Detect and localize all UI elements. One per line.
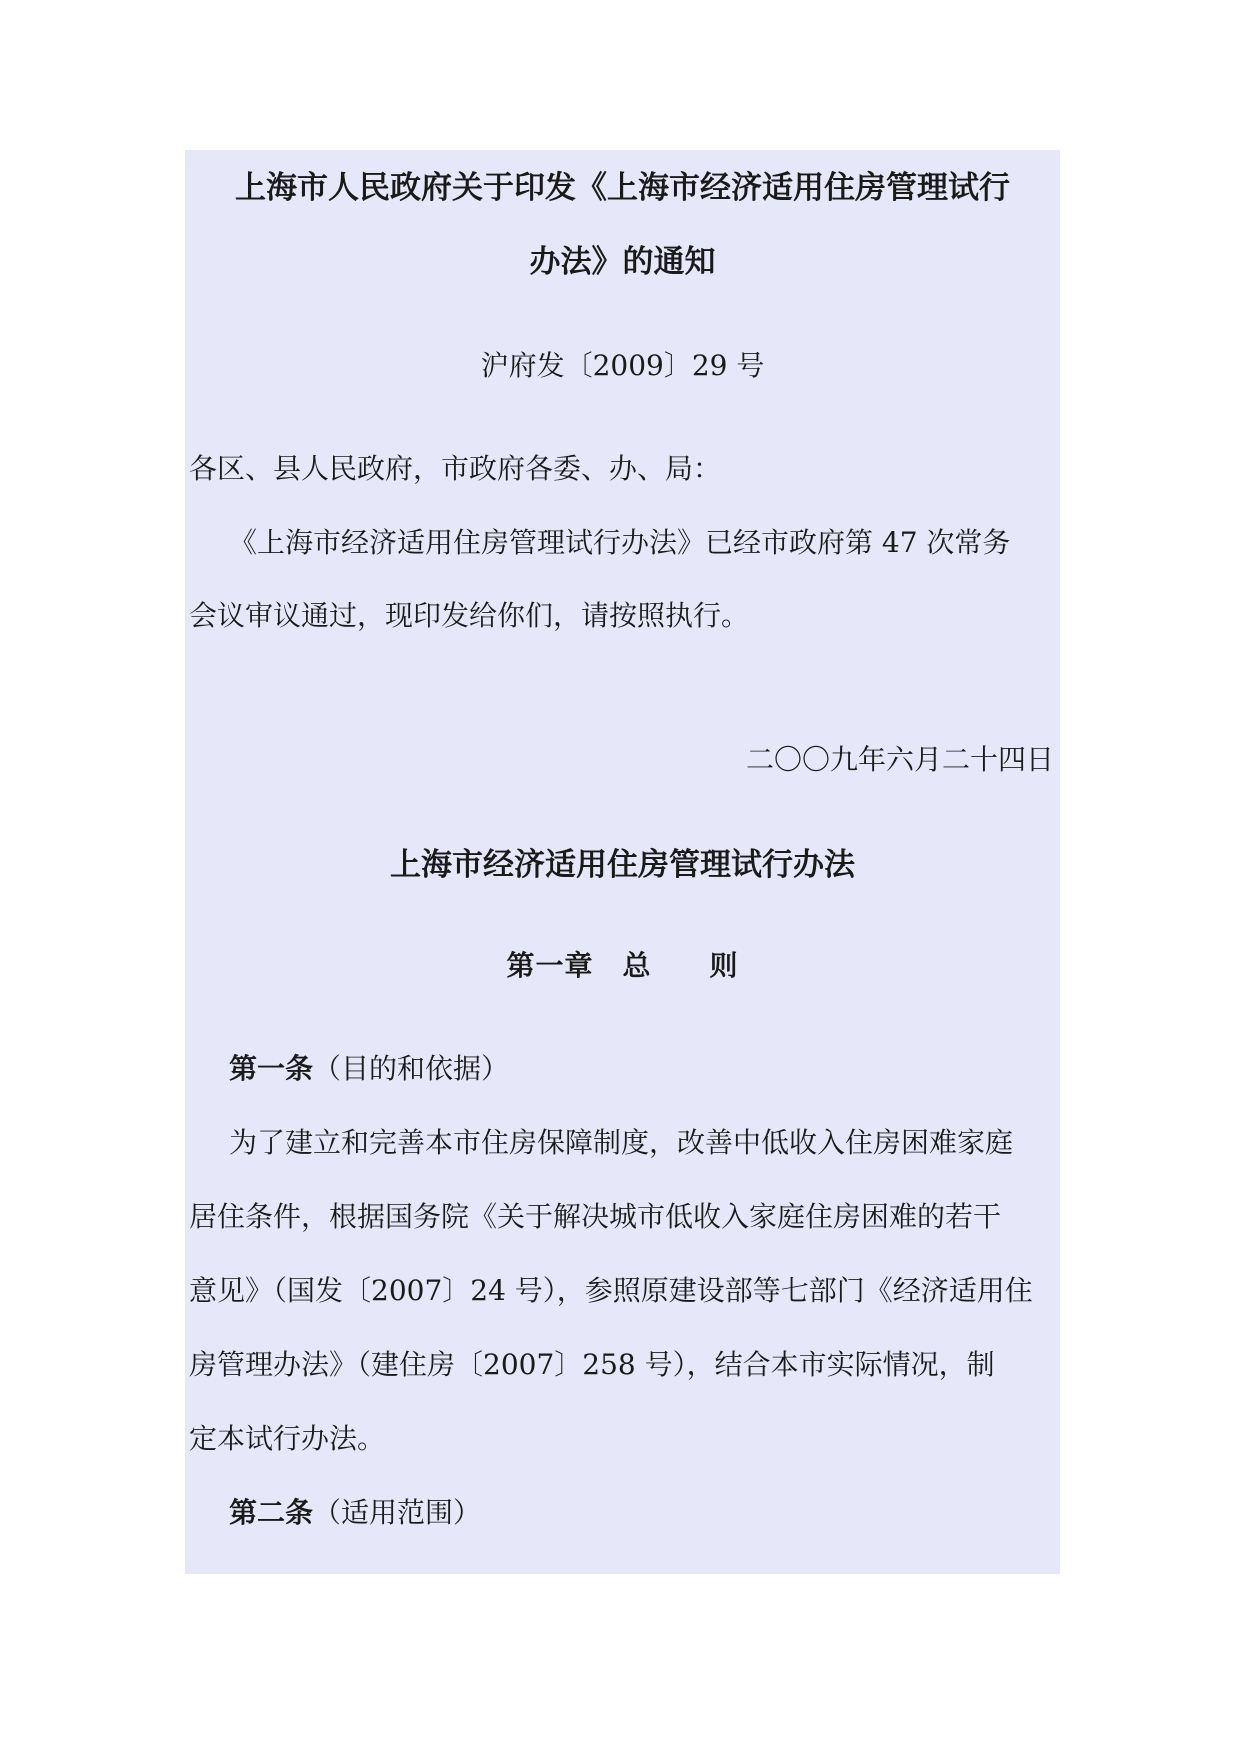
notice-date: 二〇〇九年六月二十四日 xyxy=(745,743,1054,776)
document-page xyxy=(185,150,1060,1574)
article-1-line-3: 意见》（国发〔2007〕24 号），参照原建设部等七部门《经济适用住 xyxy=(189,1274,1033,1307)
article-1-heading-row xyxy=(229,1049,509,1089)
notice-title-line-1: 上海市人民政府关于印发《上海市经济适用住房管理试行 xyxy=(235,170,1010,206)
chapter-heading: 第一章 总 则 xyxy=(506,949,739,982)
article-2-heading-row xyxy=(229,1493,481,1533)
document-number: 沪府发〔2009〕29 号 xyxy=(480,349,765,382)
notice-body-line-1: 《上海市经济适用住房管理试行办法》已经市政府第 47 次常务 xyxy=(229,526,1011,559)
notice-body-line-2: 会议审议通过，现印发给你们，请按照执行。 xyxy=(189,599,750,632)
article-2-number: 第二条 xyxy=(229,1496,314,1529)
notice-title-line-2: 办法》的通知 xyxy=(529,244,716,280)
article-1-number: 第一条 xyxy=(229,1052,314,1085)
article-1-line-2: 居住条件，根据国务院《关于解决城市低收入家庭住房困难的若干 xyxy=(189,1200,1002,1233)
article-1-line-4: 房管理办法》（建住房〔2007〕258 号），结合本市实际情况，制 xyxy=(189,1348,995,1381)
article-1-line-5: 定本试行办法。 xyxy=(189,1422,386,1455)
addressee: 各区、县人民政府，市政府各委、办、局： xyxy=(189,452,722,485)
regulation-title: 上海市经济适用住房管理试行办法 xyxy=(390,847,855,883)
article-2-subject: （适用范围） xyxy=(313,1496,482,1529)
article-1-line-1: 为了建立和完善本市住房保障制度，改善中低收入住房困难家庭 xyxy=(229,1126,1014,1159)
article-1-subject: （目的和依据） xyxy=(313,1052,510,1085)
